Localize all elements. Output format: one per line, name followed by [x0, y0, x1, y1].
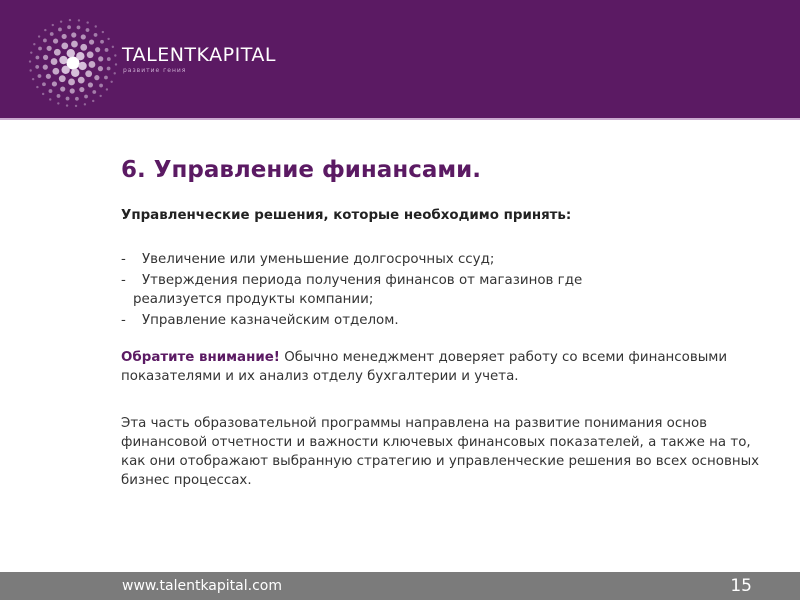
logo-dot — [61, 66, 69, 74]
logo-dot — [84, 95, 88, 99]
logo-dot — [100, 40, 104, 44]
logo-name-part-2: KAPITAL — [196, 44, 276, 66]
logo-dot — [29, 60, 31, 62]
logo-dot — [99, 84, 103, 88]
logo-dot — [107, 67, 111, 71]
logo-dot — [107, 38, 109, 40]
logo-dot — [94, 33, 98, 37]
list-item-continuation: реализуется продукты компании; — [133, 292, 374, 307]
note-text: Обычно менеджмент доверяет работу со всеми финансовыми показателями и их анализ отделу бухгалтерии и учета. — [121, 350, 728, 384]
logo-dot — [49, 89, 53, 93]
slide-title: 6. Управление финансами. — [121, 157, 482, 183]
logo-dot — [114, 54, 116, 56]
logo-dot — [66, 104, 68, 106]
logo-dot — [85, 70, 92, 77]
logo-dot — [80, 44, 87, 51]
logo-dot — [75, 97, 79, 101]
logo-dot — [43, 39, 47, 43]
logo-dot — [89, 39, 94, 44]
logo-dot — [54, 49, 61, 56]
logo-dot — [112, 46, 114, 48]
decision-list — [121, 250, 761, 330]
logo-dot — [52, 24, 54, 26]
logo-dot — [43, 55, 48, 60]
note-label: Обратите внимание! — [121, 350, 280, 365]
logo-dot — [86, 21, 88, 23]
bullet-marker: - — [121, 252, 126, 267]
logo-dot — [67, 49, 75, 57]
list-item-text: Утверждения периода получения финансов от магазинов где — [142, 273, 583, 288]
logo-dot — [78, 77, 85, 84]
logo-dot — [71, 41, 78, 48]
logo-dot — [102, 31, 104, 33]
logo-dot — [95, 25, 97, 27]
logo-tagline: развитие гения — [123, 67, 187, 74]
logo-dot — [50, 32, 54, 36]
logo-dot — [104, 76, 108, 80]
list-item — [121, 250, 761, 269]
footer-url: www.talentkapital.com — [122, 578, 282, 594]
logo-dot — [57, 94, 61, 98]
closing-paragraph: Эта часть образовательной программы направлена на развитие понимания основ финансовой отчетности и важности ключевых финансовых показателей, а также на то, как они отображают выбранную стратегию и управленческие решения во всех основных бизнес процессах. — [121, 416, 760, 488]
logo-dot — [38, 47, 42, 51]
logo-dot — [87, 51, 94, 58]
logo-wordmark — [122, 44, 276, 66]
logo-dot — [71, 32, 76, 37]
logo-dot — [52, 81, 57, 86]
logo-dot — [75, 105, 77, 107]
logo-dot — [92, 90, 96, 94]
logo-dot — [77, 26, 81, 30]
logo-dot — [99, 95, 101, 97]
logo-dot — [61, 42, 68, 49]
slide-content — [121, 150, 761, 490]
logo-dot — [110, 81, 112, 83]
logo-dot — [38, 74, 42, 78]
bullet-marker: - — [121, 273, 126, 288]
logo-dot — [42, 82, 46, 86]
logo-dot — [105, 48, 109, 52]
logo-dot — [51, 58, 58, 65]
logo-dot — [67, 25, 71, 29]
list-item-text: Увеличение или уменьшение долгосрочных ссуд; — [142, 252, 495, 267]
logo-dot — [30, 51, 32, 53]
header-divider — [0, 118, 800, 120]
logo-dot — [35, 65, 39, 69]
list-item — [121, 311, 761, 330]
logo-dot — [49, 98, 51, 100]
logo-dot — [58, 28, 62, 32]
logo-dot — [66, 97, 70, 101]
logo-dot — [52, 68, 59, 75]
logo-dot — [38, 35, 40, 37]
header-band — [0, 0, 800, 118]
logo-dot — [78, 62, 86, 70]
logo-dot — [69, 19, 71, 21]
logo-dot — [36, 56, 40, 60]
logo-dot — [47, 46, 52, 51]
logo-dot — [95, 47, 100, 52]
logo-dot — [42, 93, 44, 95]
logo-dot — [59, 56, 67, 64]
logo-dot — [107, 57, 111, 61]
logo-dot — [86, 28, 90, 32]
page-number: 15 — [730, 576, 752, 596]
logo-dot — [79, 87, 84, 92]
logo-dot — [92, 100, 94, 102]
logo-dot — [114, 72, 116, 74]
logo-dot — [60, 86, 65, 91]
logo-dot — [59, 75, 66, 82]
logo-dot — [53, 38, 58, 43]
logo-dot — [106, 88, 108, 90]
list-item-text: Управление казначейским отделом. — [142, 313, 399, 328]
logo-dot — [62, 34, 67, 39]
logo-dot — [76, 52, 84, 60]
logo-dot — [115, 63, 117, 65]
logo-dot — [70, 88, 75, 93]
logo-dot — [32, 78, 34, 80]
slide-subtitle: Управленческие решения, которые необходимо принять: — [121, 208, 572, 223]
logo-dot — [98, 66, 103, 71]
footer-band — [0, 572, 800, 600]
logo-dot — [29, 69, 31, 71]
bullet-marker: - — [121, 313, 126, 328]
logo-dot — [46, 74, 51, 79]
logo-dot — [88, 82, 93, 87]
logo-dot — [89, 61, 96, 68]
list-item — [121, 271, 761, 309]
logo-dot — [43, 65, 48, 70]
logo-dot — [68, 79, 75, 86]
logo-dot — [94, 75, 99, 80]
talent-kapital-dot-circle-icon — [28, 18, 118, 108]
logo-dot — [60, 20, 62, 22]
logo-dot — [36, 86, 38, 88]
logo-dot — [71, 69, 79, 77]
logo-dot — [78, 19, 80, 21]
logo-dot — [57, 102, 59, 104]
logo-dot — [81, 34, 86, 39]
logo-dot — [84, 103, 86, 105]
note-paragraph — [121, 348, 761, 386]
logo-dot — [44, 29, 46, 31]
logo-name-part-1: TALENT — [122, 44, 197, 66]
logo-dot — [33, 43, 35, 45]
logo-dot — [98, 56, 103, 61]
